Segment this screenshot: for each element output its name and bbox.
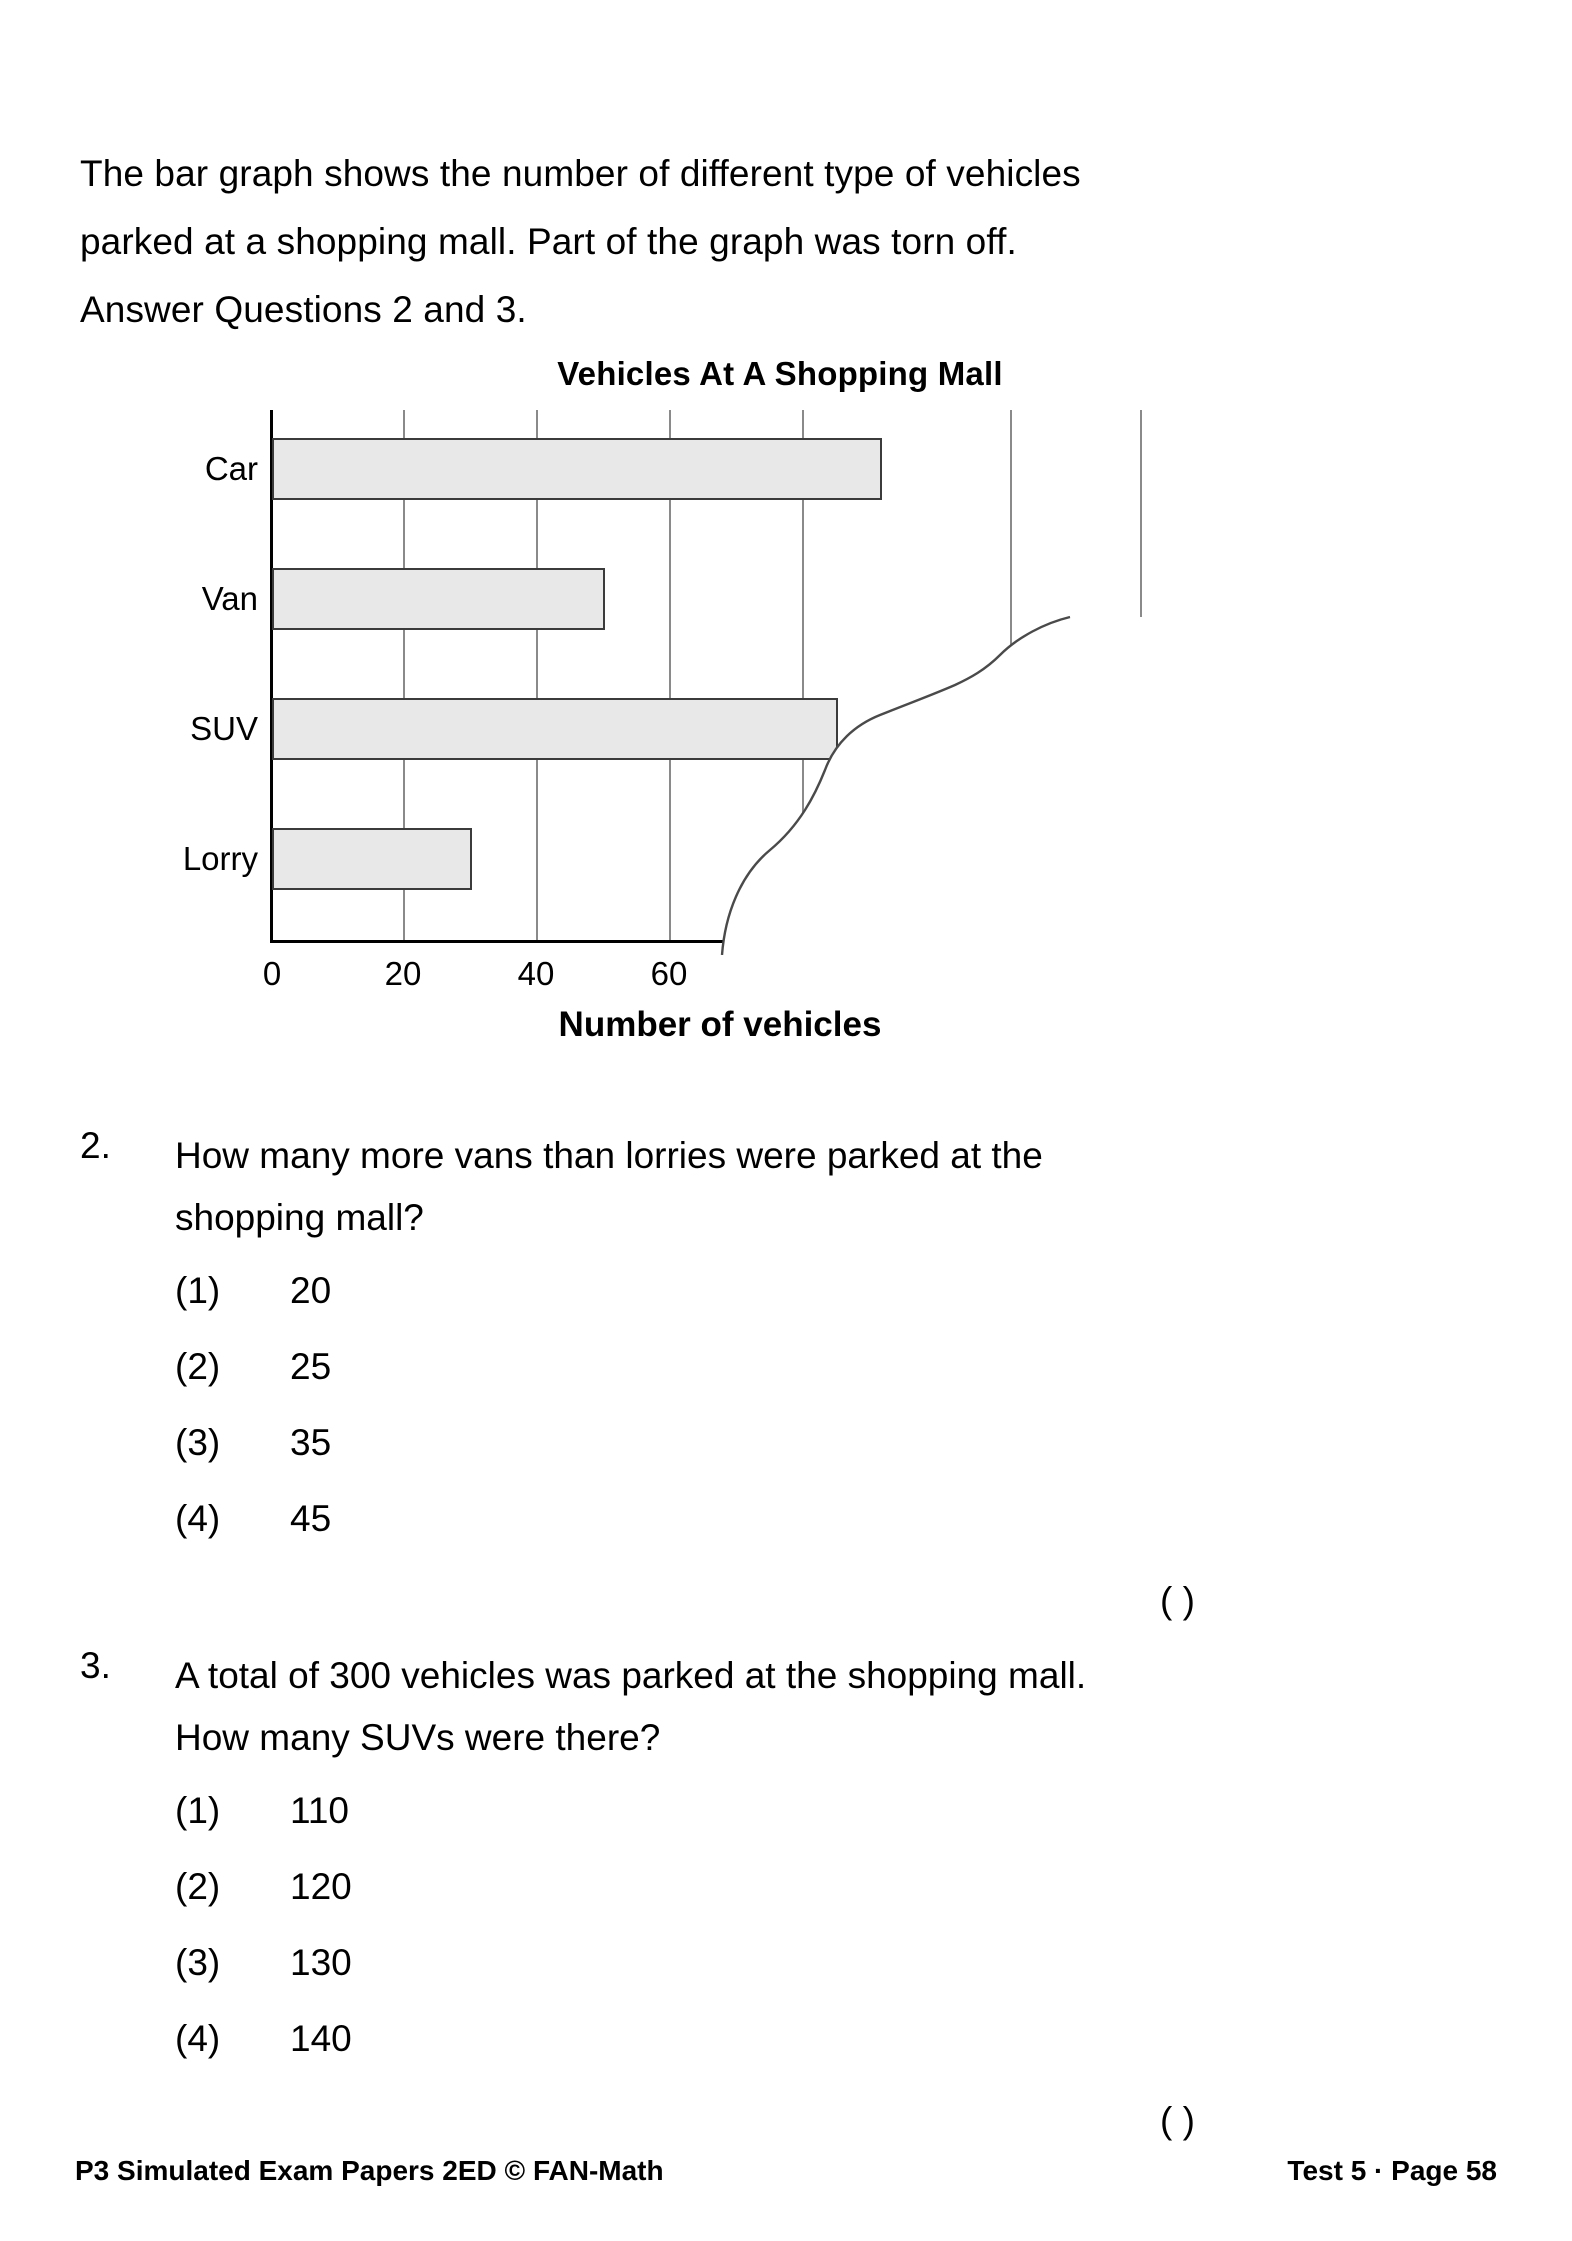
x-axis-line [270,940,1170,943]
intro-line-1: The bar graph shows the number of different type of vehicles [80,153,1081,194]
question-3-option-3-value: 130 [290,1942,352,1983]
intro-line-2: parked at a shopping mall. Part of the graph was torn off. [80,221,1017,262]
category-label-van: Van [201,580,258,617]
question-2-line-2: shopping mall? [175,1197,424,1238]
question-3-option-2-value: 120 [290,1866,352,1907]
x-tick-60: 60 [650,955,688,992]
question-3-option-1-value: 110 [290,1790,349,1831]
bar-suv [272,698,838,760]
gridline-120 [1140,410,1142,940]
question-2-option-1-tag: (1) [175,1270,221,1311]
chart-title: Vehicles At A Shopping Mall [557,355,1003,392]
x-tick-20: 20 [384,955,422,992]
question-2-text [175,1125,1475,1249]
question-3-line-2: How many SUVs were there? [175,1717,661,1758]
category-label-suv: SUV [190,710,258,747]
question-2-answer-bracket[interactable]: ( ) [1160,1580,1195,1621]
question-2-option-2-value: 25 [290,1346,332,1387]
question-2-option-1-value: 20 [290,1270,332,1311]
category-label-lorry: Lorry [182,840,258,877]
question-2-option-2-tag: (2) [175,1346,221,1387]
question-3-option-4-value: 140 [290,2018,352,2059]
intro-paragraph [80,140,1410,344]
question-3-line-1: A total of 300 vehicles was parked at the shopping mall. [175,1655,1087,1696]
question-3-option-2-tag: (2) [175,1866,221,1907]
question-2-option-3-value: 35 [290,1422,332,1463]
question-3-option-4-tag: (4) [175,2018,221,2059]
category-label-car: Car [204,450,258,487]
question-2-option-3-tag: (3) [175,1422,221,1463]
question-2-number: 2. [80,1125,111,1166]
question-2-option-4-value: 45 [290,1498,332,1539]
gridline-100 [1010,410,1012,940]
question-3-answer-bracket[interactable]: ( ) [1160,2100,1195,2141]
footer-right-text: Test 5 · Page 58 [1287,2155,1497,2186]
intro-line-3: Answer Questions 2 and 3. [80,289,527,330]
bar-chart [180,355,1280,1095]
question-3-option-1-tag: (1) [175,1790,221,1831]
x-axis-caption: Number of vehicles [558,1005,882,1044]
bar-car [272,438,882,500]
question-2-option-4-tag: (4) [175,1498,221,1539]
chart-plot-area [182,410,1170,992]
bar-van [272,568,605,630]
question-3-text [175,1645,1475,1769]
footer-left-text: P3 Simulated Exam Papers 2ED © FAN-Math [75,2155,664,2186]
question-3-number: 3. [80,1645,111,1686]
question-2-line-1: How many more vans than lorries were parked at the [175,1135,1043,1176]
question-3-option-3-tag: (3) [175,1942,221,1983]
bar-lorry [272,828,472,890]
x-tick-40: 40 [517,955,555,992]
x-tick-0: 0 [262,955,282,992]
